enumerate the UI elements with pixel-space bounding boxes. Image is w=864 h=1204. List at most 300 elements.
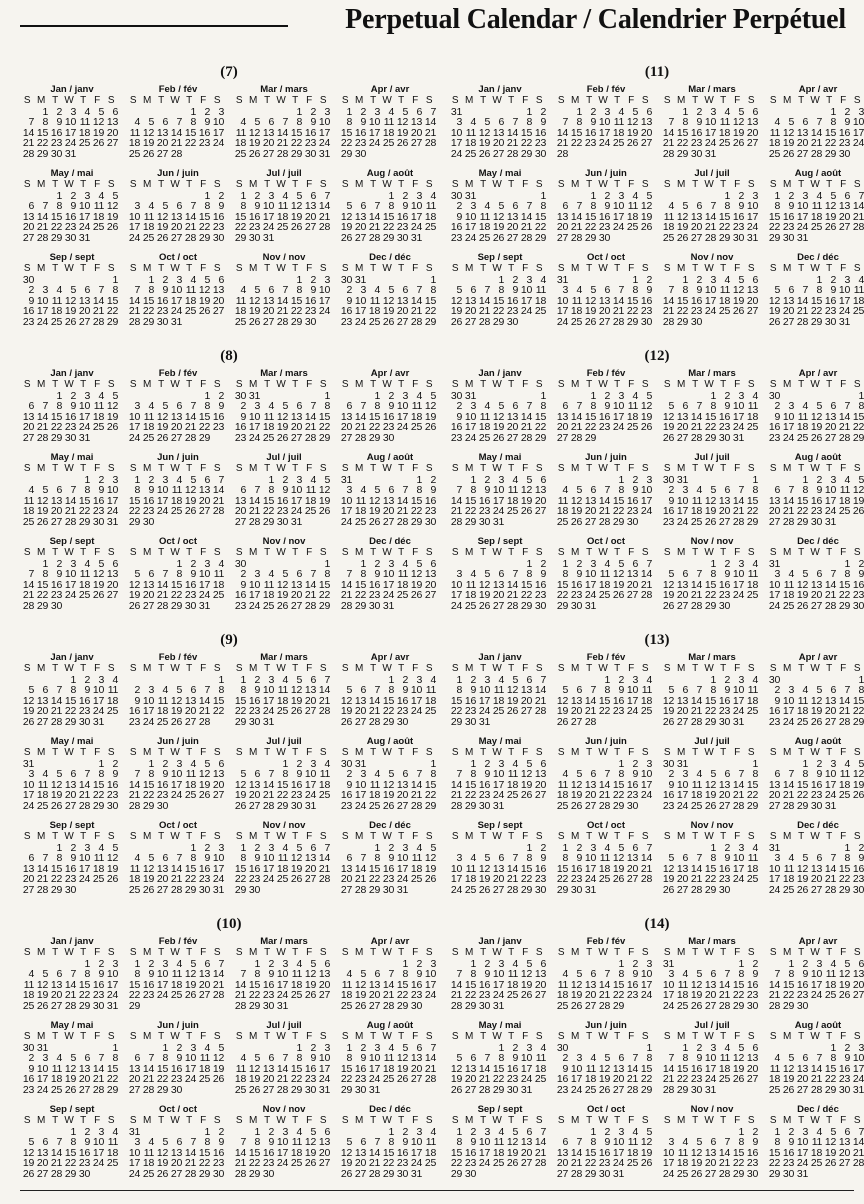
day-cell: 9 [148, 968, 154, 981]
day-cell: 28 [276, 315, 288, 328]
month-grid [448, 368, 864, 620]
day-cell: 14 [640, 852, 652, 865]
day-cell [62, 601, 76, 612]
day-cell: 4 [98, 841, 104, 854]
day-cell: 8 [618, 484, 624, 497]
day-cell: 18 [676, 1157, 688, 1170]
day-cell [730, 601, 744, 612]
day-cell: 2 [204, 105, 210, 118]
weekday-label: T [480, 263, 486, 274]
day-cell: 11 [627, 400, 638, 413]
day-cell: 9 [374, 568, 380, 581]
weekday-label: W [64, 547, 74, 558]
day-cell: 28 [852, 1157, 864, 1170]
day-cell: 29 [824, 1083, 836, 1096]
day-cell: 11 [839, 484, 850, 497]
day-cell: 4 [668, 200, 674, 213]
day-cell: 27 [492, 883, 504, 896]
day-cell: 12 [340, 210, 352, 223]
day-cell: 22 [290, 137, 302, 150]
day-cell: 30 [746, 999, 758, 1012]
day-cell: 5 [346, 200, 352, 213]
day-cell: 14 [520, 210, 532, 223]
day-cell: 4 [844, 757, 850, 770]
day-cell: 4 [470, 852, 476, 865]
weekday-label: S [341, 1031, 349, 1042]
day-cell: 6 [540, 757, 546, 770]
day-cell: 27 [584, 515, 596, 528]
day-cell [260, 885, 274, 896]
day-cell: 26 [290, 873, 302, 886]
day-cell: 24 [492, 989, 504, 1002]
day-cell: 5 [788, 1052, 794, 1065]
day-cell: 21 [852, 210, 864, 223]
day-cell: 30 [248, 715, 260, 728]
day-cell [808, 233, 822, 244]
weekday-label: S [341, 379, 349, 390]
day-cell: 29 [290, 315, 302, 328]
day-cell: 6 [498, 852, 504, 865]
day-cell: 3 [112, 957, 118, 970]
day-cell: 9 [416, 968, 422, 981]
day-cell: 24 [768, 599, 780, 612]
day-cell: 30 [598, 1167, 610, 1180]
month [20, 1104, 124, 1188]
weekday-label: F [628, 1031, 634, 1042]
day-cell: 29 [838, 599, 850, 612]
day-cell: 15 [796, 778, 808, 791]
day-cell: 29 [410, 515, 422, 528]
day-cell: 6 [56, 968, 62, 981]
day-cell: 10 [410, 684, 422, 697]
day-cell: 13 [262, 294, 274, 307]
weekday-label: T [398, 831, 404, 842]
day-cell: 13 [584, 778, 596, 791]
day-cell: 6 [402, 768, 408, 781]
day-cell: 3 [416, 189, 422, 202]
day-cell: 26 [368, 515, 380, 528]
day-cell: 24 [290, 505, 302, 518]
day-cell: 3 [484, 1125, 490, 1138]
weekday-label: T [398, 747, 404, 758]
day-cell: 7 [42, 852, 48, 865]
day-cell: 20 [810, 589, 822, 602]
day-cell: 2 [696, 273, 702, 286]
day-cell: 8 [162, 1052, 168, 1065]
day-cell: 19 [520, 978, 532, 991]
weekday-label: S [535, 1031, 543, 1042]
day-cell: 30 [368, 599, 380, 612]
weekday-label: T [586, 831, 592, 842]
weekday-label: F [840, 179, 846, 190]
day-cell: 16 [506, 294, 518, 307]
day-cell: 3 [802, 1125, 808, 1138]
weekday-label: S [213, 663, 221, 674]
day-cell: 20 [464, 1073, 476, 1086]
month-name: Jul / juil [266, 736, 302, 747]
weekday-label: M [354, 547, 364, 558]
day-cell: 17 [598, 126, 610, 139]
day-cell: 11 [397, 568, 408, 581]
day-cell [850, 801, 864, 812]
day-cell: 16 [262, 1146, 274, 1159]
day-cell: 13 [78, 1062, 90, 1075]
day-cell: 23 [106, 789, 118, 802]
weekday-label: M [36, 831, 46, 842]
weekday-label: W [276, 1115, 286, 1126]
weekday-label: W [598, 263, 608, 274]
day-cell: 22 [450, 705, 462, 718]
day-cell: 11 [493, 1136, 504, 1149]
month-name: Mar / mars [688, 368, 736, 379]
day-cell: 7 [282, 116, 288, 129]
day-cell: 15 [382, 1146, 394, 1159]
day-cell: 3 [204, 557, 210, 570]
day-cell: 22 [142, 305, 154, 318]
day-cell: 9 [632, 968, 638, 981]
day-cell: 12 [92, 568, 104, 581]
day-cell: 4 [28, 968, 34, 981]
day-cell: 9 [788, 200, 794, 213]
day-cell: 7 [696, 568, 702, 581]
day-cell: 7 [324, 673, 330, 686]
day-cell: 6 [512, 200, 518, 213]
day-cell: 8 [148, 768, 154, 781]
day-cell: 5 [388, 284, 394, 297]
day-cell: 1 [470, 957, 476, 970]
day-cell: 24 [212, 137, 224, 150]
day-cell: 18 [128, 873, 140, 886]
month [20, 168, 124, 252]
day-cell: 29 [50, 431, 62, 444]
day-cell: 6 [752, 105, 758, 118]
day-cell: 12 [290, 852, 302, 865]
day-cell: 12 [662, 862, 674, 875]
day-cell: 14 [318, 200, 330, 213]
day-cell: 16 [746, 1146, 758, 1159]
day-cell: 8 [844, 852, 850, 865]
day-cell: 9 [28, 1062, 34, 1075]
month-name: Apr / avr [370, 84, 410, 95]
day-cell: 12 [506, 684, 518, 697]
day-cell: 28 [534, 1157, 546, 1170]
day-cell: 5 [190, 473, 196, 486]
day-cell: 29 [676, 1083, 688, 1096]
month [126, 736, 230, 820]
day-cell: 26 [478, 147, 490, 160]
weekday-label: F [734, 747, 740, 758]
day-cell: 6 [310, 841, 316, 854]
day-cell: 11 [369, 294, 380, 307]
day-cell: 28 [36, 431, 48, 444]
day-cell: 27 [396, 315, 408, 328]
day-cell: 18 [318, 778, 330, 791]
day-cell [196, 801, 210, 812]
day-cell: 26 [732, 1073, 744, 1086]
calendar-block [20, 344, 438, 628]
day-cell: 14 [36, 210, 48, 223]
header-rule [20, 25, 288, 27]
weekday-label: S [663, 263, 671, 274]
day-cell: 17 [64, 126, 76, 139]
day-cell: 29 [824, 147, 836, 160]
day-cell: 21 [50, 705, 62, 718]
weekday-label: M [570, 947, 580, 958]
month [338, 820, 442, 904]
month [338, 84, 442, 168]
day-cell: 29 [676, 147, 688, 160]
day-cell: 16 [92, 978, 104, 991]
day-cell: 13 [50, 494, 62, 507]
weekday-label: S [535, 947, 543, 958]
weekday-label: W [170, 463, 180, 474]
day-cell: 19 [478, 589, 490, 602]
weekday-label: F [522, 663, 528, 674]
day-cell: 11 [383, 116, 394, 129]
day-cell: 3 [710, 105, 716, 118]
day-cell: 19 [396, 126, 408, 139]
day-cell: 1 [416, 473, 422, 486]
weekday-label: M [782, 463, 792, 474]
day-cell: 15 [598, 694, 610, 707]
weekday-label: F [306, 663, 312, 674]
day-cell: 6 [324, 957, 330, 970]
weekday-label: T [508, 547, 514, 558]
day-cell: 30 [450, 189, 462, 202]
day-cell: 6 [402, 284, 408, 297]
weekday-label: T [264, 263, 270, 274]
day-cell: 8 [788, 968, 794, 981]
weekday-label: S [107, 663, 115, 674]
week-row [766, 1158, 864, 1169]
day-cell: 9 [346, 294, 352, 307]
day-cell: 15 [50, 210, 62, 223]
month-name: Mar / mars [688, 652, 736, 663]
day-cell: 20 [506, 221, 518, 234]
day-cell: 4 [512, 757, 518, 770]
day-cell: 31 [354, 273, 366, 286]
day-cell: 27 [626, 873, 638, 886]
weekday-label: W [492, 547, 502, 558]
day-cell: 22 [584, 1157, 596, 1170]
day-cell: 22 [248, 1157, 260, 1170]
weekday-label: T [508, 947, 514, 958]
day-cell: 11 [171, 968, 182, 981]
month [448, 936, 552, 1020]
day-cell: 15 [184, 862, 196, 875]
day-cell: 15 [732, 1146, 744, 1159]
day-cell: 21 [584, 705, 596, 718]
day-cell: 15 [612, 494, 624, 507]
day-cell: 19 [234, 789, 246, 802]
weekday-label: T [586, 95, 592, 106]
day-cell: 10 [796, 200, 808, 213]
weekday-label: W [170, 1115, 180, 1126]
day-cell: 22 [106, 1073, 118, 1086]
day-cell: 14 [234, 978, 246, 991]
day-cell: 26 [382, 799, 394, 812]
weekday-label: F [628, 747, 634, 758]
day-cell: 23 [838, 137, 850, 150]
month-name: Jun / juin [157, 168, 199, 179]
day-cell: 20 [824, 421, 836, 434]
day-cell: 4 [816, 189, 822, 202]
day-cell: 2 [632, 757, 638, 770]
day-cell: 24 [598, 137, 610, 150]
day-cell: 14 [662, 126, 674, 139]
day-cell: 13 [718, 778, 730, 791]
week-row [766, 601, 864, 612]
day-cell: 2 [604, 189, 610, 202]
weekday-label: M [570, 95, 580, 106]
weekday-label: T [480, 379, 486, 390]
day-cell: 15 [262, 494, 274, 507]
weekday-label: S [769, 263, 777, 274]
day-cell: 20 [768, 505, 780, 518]
day-cell: 12 [396, 1052, 408, 1065]
month-name: Oct / oct [586, 536, 625, 547]
weekday-label: T [158, 947, 164, 958]
weekday-label: T [398, 179, 404, 190]
day-cell: 30 [106, 799, 118, 812]
day-cell: 31 [22, 757, 34, 770]
day-cell: 10 [142, 694, 154, 707]
weekday-label: T [720, 1115, 726, 1126]
day-cell: 26 [354, 999, 366, 1012]
week-row [126, 990, 230, 1001]
day-cell: 17 [92, 694, 104, 707]
weekday-label: S [747, 547, 755, 558]
day-cell: 6 [176, 1136, 182, 1149]
day-cell: 11 [557, 494, 568, 507]
day-cell: 31 [78, 431, 90, 444]
weekday-header [766, 832, 864, 843]
day-cell: 23 [718, 589, 730, 602]
day-cell: 11 [23, 494, 34, 507]
day-cell [836, 801, 850, 812]
week-row [448, 1158, 552, 1169]
day-cell: 29 [732, 999, 744, 1012]
weekday-label: W [170, 379, 180, 390]
day-cell: 7 [844, 400, 850, 413]
weekday-label: W [704, 947, 714, 958]
day-cell: 7 [98, 284, 104, 297]
weekday-label: M [36, 947, 46, 958]
day-cell [422, 433, 436, 444]
day-cell: 13 [492, 578, 504, 591]
day-cell: 6 [562, 400, 568, 413]
day-cell: 13 [492, 862, 504, 875]
weekday-label: F [734, 663, 740, 674]
day-cell: 26 [852, 505, 864, 518]
day-cell: 6 [526, 673, 532, 686]
day-cell: 26 [506, 1157, 518, 1170]
week-row [766, 517, 864, 528]
month-name: Jul / juil [266, 168, 302, 179]
weekday-label: F [840, 379, 846, 390]
month-name: Jan / janv [50, 652, 94, 663]
day-cell: 20 [340, 873, 352, 886]
day-cell: 4 [374, 284, 380, 297]
weekday-label: F [412, 379, 418, 390]
week-row [766, 233, 864, 244]
day-cell: 30 [478, 515, 490, 528]
day-cell: 17 [478, 1146, 490, 1159]
day-cell: 16 [810, 494, 822, 507]
weekday-label: S [641, 95, 649, 106]
day-cell: 28 [368, 1167, 380, 1180]
day-cell: 27 [340, 883, 352, 896]
day-cell: 15 [852, 694, 864, 707]
weekday-header [338, 664, 442, 675]
week-row [766, 149, 864, 160]
day-cell: 14 [36, 862, 48, 875]
weekday-label: F [200, 663, 206, 674]
day-cell: 28 [304, 599, 316, 612]
weekday-label: S [769, 663, 777, 674]
day-cell: 5 [816, 400, 822, 413]
day-cell: 20 [318, 978, 330, 991]
day-cell: 8 [710, 400, 716, 413]
day-cell: 2 [540, 841, 546, 854]
day-cell: 17 [382, 578, 394, 591]
weekday-label: T [52, 379, 58, 390]
month-name: Dec / déc [369, 820, 411, 831]
day-cell: 24 [478, 705, 490, 718]
weekday-label: W [810, 747, 820, 758]
weekday-label: F [628, 663, 634, 674]
day-cell: 11 [185, 284, 196, 297]
day-cell [408, 885, 422, 896]
day-cell: 4 [632, 1125, 638, 1138]
day-cell: 16 [824, 294, 836, 307]
day-cell: 16 [78, 1146, 90, 1159]
day-cell: 20 [520, 694, 532, 707]
day-cell: 20 [64, 789, 76, 802]
day-cell: 18 [506, 778, 518, 791]
weekday-label: F [734, 179, 740, 190]
weekday-label: S [107, 547, 115, 558]
day-cell: 19 [520, 778, 532, 791]
day-cell: 17 [704, 126, 716, 139]
day-cell: 15 [156, 1062, 168, 1075]
day-cell: 7 [604, 968, 610, 981]
day-cell: 27 [492, 147, 504, 160]
day-cell: 10 [768, 862, 780, 875]
weekday-label: M [142, 663, 152, 674]
day-cell: 16 [396, 210, 408, 223]
day-cell: 15 [128, 494, 140, 507]
day-cell: 13 [534, 768, 546, 781]
month-name: Nov / nov [690, 536, 734, 547]
weekday-label: T [80, 663, 86, 674]
week-row [232, 317, 336, 328]
day-cell: 25 [598, 873, 610, 886]
month [766, 536, 864, 620]
day-cell: 3 [84, 189, 90, 202]
weekday-label: W [810, 947, 820, 958]
day-cell: 26 [852, 789, 864, 802]
day-cell: 19 [156, 221, 168, 234]
day-cell: 13 [852, 968, 864, 981]
day-cell: 9 [604, 1136, 610, 1149]
day-cell: 23 [340, 315, 352, 328]
day-cell: 9 [668, 778, 674, 791]
day-cell: 19 [248, 137, 260, 150]
month [554, 84, 658, 168]
day-cell: 17 [768, 589, 780, 602]
day-cell: 18 [368, 789, 380, 802]
